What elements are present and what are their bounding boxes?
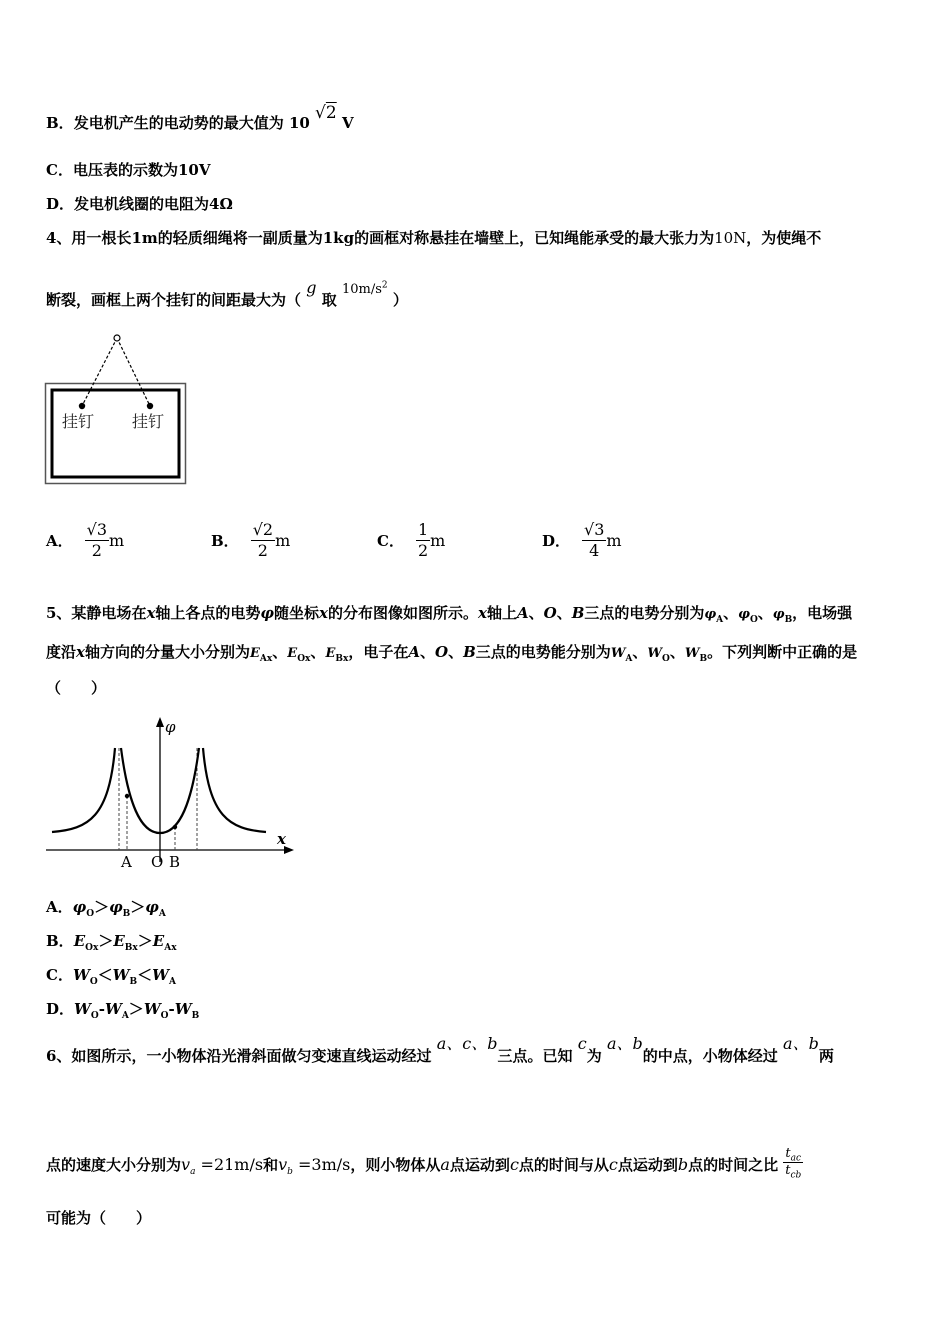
q5-line3 — [46, 678, 106, 698]
nail-left-icon — [79, 403, 85, 409]
minus: - — [168, 1000, 175, 1018]
t-symbol: t — [785, 1163, 791, 1178]
subscript: Bx — [335, 654, 349, 664]
separator: 、 — [792, 1034, 809, 1053]
symbol-c: c — [608, 1155, 618, 1174]
phi-symbol: φ — [260, 604, 274, 622]
tick-a: A — [121, 853, 132, 871]
option-label: B． — [46, 932, 74, 950]
point-b: B — [463, 643, 476, 661]
e-symbol: E — [325, 646, 336, 661]
q5-text: 轴方向的分量大小分别为 — [84, 643, 250, 661]
phi-symbol: φ — [72, 898, 87, 916]
w-symbol: W — [143, 1000, 161, 1018]
subscript: B — [122, 909, 131, 919]
subscript: A — [121, 1011, 129, 1021]
potential-graph — [44, 712, 300, 876]
q6-text: 为 — [586, 1047, 602, 1065]
w-symbol: W — [74, 1000, 91, 1018]
option-label: A． — [46, 532, 73, 550]
g-value-text: 10m/s — [341, 282, 382, 297]
x-symbol: x — [146, 604, 156, 622]
points-acb — [437, 1034, 498, 1053]
w-symbol: W — [152, 966, 170, 984]
subscript: O — [86, 909, 95, 919]
q5-text: ，电场强 — [792, 604, 853, 622]
separator: 、 — [310, 643, 326, 661]
q5-text: 度沿 — [46, 643, 77, 661]
e-symbol: E — [287, 646, 298, 661]
option-label: D． — [542, 532, 571, 550]
subscript: Ax — [164, 943, 177, 953]
q4-option-c — [377, 520, 445, 561]
subscript: A — [625, 654, 633, 664]
symbol-b: b — [808, 1034, 819, 1053]
q4-option-a — [46, 520, 124, 561]
separator: 、 — [448, 643, 464, 661]
numerator — [783, 1146, 803, 1163]
option-text: 发电机线圈的电阻为4Ω — [74, 195, 233, 213]
option-label: B． — [211, 532, 239, 550]
point-a-marker — [125, 794, 129, 798]
denominator: 2 — [91, 541, 102, 560]
unit: m — [606, 531, 622, 550]
close-paren: ） — [392, 291, 408, 309]
option-label: C． — [46, 161, 73, 179]
w-symbol: W — [112, 966, 130, 984]
denominator — [783, 1163, 803, 1179]
subscript: ac — [790, 1153, 802, 1164]
e-symbol: E — [152, 932, 165, 950]
option-label: C． — [377, 532, 404, 550]
e-symbol: E — [113, 932, 125, 950]
q6-line2 — [46, 1146, 803, 1179]
separator: 、 — [757, 604, 773, 622]
numerator: √3 — [86, 520, 108, 539]
symbol-a: a — [440, 1155, 450, 1174]
separator: 、 — [446, 1034, 463, 1053]
velocity-a — [181, 1155, 264, 1178]
nail-right-label: 挂钉 — [132, 412, 165, 431]
nail-right-icon — [147, 403, 153, 409]
q6-text: 6、如图所示，一小物体沿光滑斜面做匀变速直线运动经过 — [46, 1047, 432, 1065]
subscript: B — [784, 615, 793, 625]
separator: 、 — [528, 604, 544, 622]
subscript: O — [89, 977, 98, 987]
symbol-a: a — [436, 1034, 447, 1053]
symbol-a: a — [783, 1034, 793, 1053]
q6-text: 三点。已知 — [497, 1047, 573, 1065]
less-than: ＜ — [97, 966, 113, 984]
g-symbol: g — [306, 278, 317, 297]
separator: 、 — [420, 643, 436, 661]
q6-text: 和 — [263, 1156, 279, 1174]
g-exponent: 2 — [381, 280, 388, 291]
q5-text: 的分布图像如图所示。 — [327, 604, 478, 622]
subscript: O — [90, 1011, 99, 1021]
symbol-b: b — [487, 1034, 498, 1053]
q4-line1 — [46, 228, 821, 248]
numerator: √3 — [584, 520, 605, 539]
subscript: B — [191, 1011, 200, 1021]
denominator: 2 — [417, 541, 429, 560]
point-a: A — [408, 643, 420, 661]
subscript: Ax — [259, 654, 273, 664]
points-ab-2 — [783, 1034, 819, 1053]
subscript: B — [699, 654, 708, 664]
answer-paren: （ ） — [46, 679, 107, 697]
tick-o: O — [151, 853, 164, 871]
symbol-a: a — [606, 1034, 617, 1053]
time-ratio-fraction — [783, 1146, 803, 1179]
symbol-c: c — [509, 1155, 519, 1174]
option-c-prev — [46, 160, 210, 180]
option-label: D． — [46, 195, 75, 213]
e-symbol: E — [249, 646, 260, 661]
separator: 、 — [632, 643, 648, 661]
wall-nail-icon — [114, 335, 120, 341]
separator: 、 — [616, 1034, 633, 1053]
subscript: b — [287, 1167, 293, 1178]
unit: V — [341, 114, 354, 132]
g-value — [342, 282, 388, 297]
q6-text: 点的时间之比 — [688, 1156, 779, 1174]
option-text: 发电机产生的电动势的最大值为 — [73, 114, 284, 132]
q6-text: 两 — [818, 1047, 834, 1065]
separator: 、 — [669, 643, 685, 661]
w-symbol: W — [684, 646, 700, 661]
tick-b: B — [169, 853, 181, 871]
option-text: 电压表的示数为10V — [72, 161, 211, 179]
symbol-b: b — [677, 1155, 689, 1174]
phi-symbol: φ — [109, 898, 123, 916]
option-label: C． — [46, 966, 73, 984]
minus: - — [98, 1000, 105, 1018]
point-o: O — [435, 643, 449, 661]
option-b-prev — [46, 103, 354, 133]
symbol-c: c — [462, 1034, 472, 1053]
x-symbol: x — [76, 643, 85, 661]
q5-line1 — [46, 603, 852, 625]
denominator: 2 — [257, 541, 268, 560]
numerator: 1 — [417, 520, 429, 539]
velocity-b-value: =3m/s — [298, 1155, 351, 1174]
q5-option-a — [46, 897, 166, 917]
w-symbol: W — [647, 646, 663, 661]
q4-option-d — [542, 520, 622, 561]
subscript: cb — [790, 1170, 802, 1181]
greater-than: ＞ — [137, 932, 153, 950]
y-axis-arrow-icon — [156, 717, 164, 727]
symbol-c: c — [577, 1034, 587, 1053]
less-than: ＜ — [137, 966, 153, 984]
x-symbol: x — [319, 604, 328, 622]
q5-option-c — [46, 965, 176, 985]
point-a: A — [516, 604, 529, 622]
separator: 、 — [471, 1034, 488, 1053]
subscript: O — [662, 654, 670, 664]
take-text: 取 — [321, 291, 337, 309]
separator: 、 — [556, 604, 572, 622]
sqrt-icon: √2 — [315, 103, 337, 123]
x-symbol: x — [477, 604, 487, 622]
subscript: Ox — [85, 943, 99, 953]
picture-frame-figure — [44, 332, 190, 488]
radicand: 2 — [325, 103, 337, 123]
q6-text: ，则小物体从 — [350, 1156, 441, 1174]
w-symbol: W — [174, 1000, 192, 1018]
point-b: B — [571, 604, 585, 622]
q5-option-b — [46, 931, 177, 951]
fraction — [251, 520, 275, 561]
velocity-b — [278, 1155, 351, 1178]
phi-symbol: φ — [772, 607, 785, 622]
separator: 、 — [272, 643, 288, 661]
subscript: A — [158, 909, 166, 919]
q5-text: 。下列判断中正确的是 — [707, 643, 858, 661]
denominator: 4 — [589, 541, 600, 560]
point-b-marker — [173, 825, 177, 829]
numerator: √2 — [252, 520, 274, 539]
separator: 、 — [723, 604, 739, 622]
subscript: A — [169, 977, 176, 987]
unit: m — [430, 531, 446, 550]
subscript: O — [749, 615, 758, 625]
q5-text: 随坐标 — [274, 604, 320, 622]
q6-line1 — [46, 1034, 834, 1066]
q5-text: 三点的电势分别为 — [584, 604, 705, 622]
points-ab — [607, 1034, 643, 1053]
subscript: O — [160, 1011, 169, 1021]
w-symbol: W — [72, 966, 90, 984]
greater-than: ＞ — [130, 898, 146, 916]
curve-right-branch — [203, 748, 266, 832]
q4-text-end: ，为使绳不 — [746, 229, 822, 247]
q6-text: 点的时间与从 — [518, 1156, 609, 1174]
subscript: B — [129, 977, 138, 987]
curve-left-branch — [52, 748, 115, 832]
x-axis-label: x — [277, 830, 286, 848]
q5-text: 轴上 — [486, 604, 517, 622]
subscript: A — [716, 615, 724, 625]
q5-text: 三点的电势能分别为 — [475, 643, 611, 661]
tension-value: 10N — [714, 229, 747, 247]
fraction — [416, 520, 430, 561]
t-symbol: t — [785, 1146, 791, 1161]
unit: m — [109, 531, 125, 550]
greater-than: ＞ — [98, 932, 114, 950]
subscript: a — [190, 1167, 196, 1178]
greater-than: ＞ — [128, 1000, 144, 1018]
q4-option-b — [211, 520, 290, 561]
option-label: B． — [46, 114, 74, 132]
v-symbol: v — [278, 1155, 288, 1174]
q6-text: 点的速度大小分别为 — [46, 1156, 182, 1174]
q6-line3 — [46, 1208, 151, 1228]
phi-symbol: φ — [704, 607, 717, 622]
q4-line2 — [46, 278, 408, 312]
q4-text: 断裂，画框上两个挂钉的间距最大为（ — [46, 291, 302, 309]
velocity-a-value: =21m/s — [200, 1155, 264, 1174]
symbol-b: b — [632, 1034, 643, 1053]
option-label: A． — [46, 898, 73, 916]
nail-left-label: 挂钉 — [62, 412, 95, 431]
point-o: O — [543, 604, 557, 622]
option-d-prev — [46, 194, 233, 214]
unit: m — [275, 531, 291, 550]
fraction — [582, 520, 606, 561]
q4-text: 4、用一根长1m的轻质细绳将一副质量为1kg的画框对称悬挂在墙壁上，已知绳能承受的最大张力为 — [46, 229, 715, 247]
phi-symbol: φ — [145, 898, 159, 916]
q6-text: 点运动到 — [449, 1156, 510, 1174]
fraction — [85, 520, 109, 561]
q6-text: 点运动到 — [617, 1156, 678, 1174]
q5-text: 5、某静电场在 — [46, 604, 147, 622]
v-symbol: v — [181, 1155, 191, 1174]
emf-value: 10 — [288, 114, 310, 132]
q5-text: 轴上各点的电势 — [155, 604, 261, 622]
subscript: Ox — [297, 654, 311, 664]
q6-text: 可能为（ ） — [46, 1209, 152, 1227]
w-symbol: W — [104, 1000, 122, 1018]
q5-text: ，电子在 — [348, 643, 409, 661]
q5-option-d — [46, 999, 199, 1019]
w-symbol: W — [610, 646, 626, 661]
option-label: D． — [46, 1000, 75, 1018]
phi-symbol: φ — [738, 607, 750, 622]
q5-line2 — [46, 642, 857, 664]
frame-inner — [52, 390, 179, 477]
greater-than: ＞ — [94, 898, 110, 916]
y-axis-label: φ — [165, 718, 176, 736]
q6-text: 的中点，小物体经过 — [642, 1047, 778, 1065]
subscript: Bx — [124, 943, 138, 953]
e-symbol: E — [73, 932, 86, 950]
